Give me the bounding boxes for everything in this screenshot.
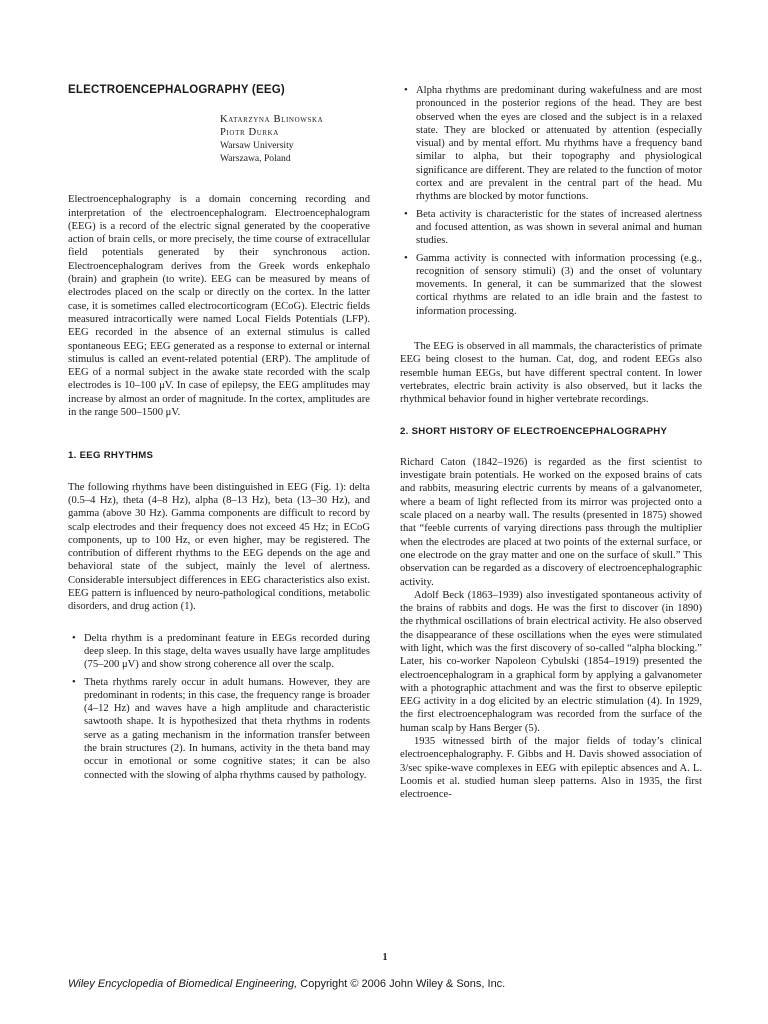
section-heading-eeg-rhythms: 1. EEG RHYTHMS bbox=[68, 450, 154, 462]
rhythm-bullet-list-continued bbox=[400, 84, 702, 318]
page-number: 1 bbox=[382, 952, 388, 963]
rhythm-bullet-list bbox=[68, 632, 370, 782]
list-item-beta: • Beta activity is characteristic for the states of increased alertness and focused attention, as was shown in several animal and human studies. bbox=[400, 208, 702, 248]
history-paragraph-caton: Richard Caton (1842–1926) is regarded as the first scientist to investigate brain potentials. He worked on the exposed brains of cats and rabbits, measuring electric currents by means of a galvanometer, where a beam of light reflected from its mirror was projected onto a scale placed on a nearby wall. The results (presented in 1875) showed that “feeble currents of varying directions pass through the multiplier when the electrodes are placed at two points of the external surface, or one electrode on the gray matter and one on the surface of skull.” This observation can be regarded as a discovery of electroencephalographic activity. bbox=[400, 456, 702, 588]
list-item-delta: • Delta rhythm is a predominant feature in EEGs recorded during deep sleep. In this stage, delta waves usually have large amplitudes (75–200 μV) and show strong coherence all over the scalp. bbox=[68, 632, 370, 672]
right-column bbox=[400, 84, 702, 802]
author-name: Piotr Durka bbox=[220, 127, 279, 139]
author-name: Katarzyna Blinowska bbox=[220, 114, 324, 126]
footer-copyright: Copyright © 2006 John Wiley & Sons, Inc. bbox=[297, 978, 506, 990]
list-item-theta: • Theta rhythms rarely occur in adult humans. However, they are predominant in rodents; in this case, the frequency range is broader (4–12 Hz) and waves have a high amplitude and characteristic sawtooth shape. It is hypothesized that theta rhythms in rodents serve as a gating mechanism in the information transfer between the brain structures (2). In humans, activity in the theta band may occur in emotional or some cognitive states; it can be also connected with the slowing of alpha rhythms caused by pathology. bbox=[68, 676, 370, 782]
article-title: ELECTROENCEPHALOGRAPHY (EEG) bbox=[68, 84, 285, 96]
history-paragraph-beck: Adolf Beck (1863–1939) also investigated spontaneous activity of the brains of rabbits and dogs. He was the first to discover (in 1890) the rhythmical oscillations of brain electrical activity. He also observed the disappearance of these oscillations when the eyes were stimulated with light, which was the first discovery of so-called “alpha blocking.” Later, his co-worker Napoleon Cybulski (1854–1919) presented the electroencephalogram in a graphical form by applying a galvanometer with a photographic attachment and was the first to observe epileptic EEG activity in a dog elicited by an electric stimulation (4). In 1929, the first electroencephalogram was recorded from the surface of the human scalp by Hans Berger (5). bbox=[400, 589, 702, 734]
author-block bbox=[220, 113, 370, 165]
intro-paragraph: Electroencephalography is a domain concerning recording and interpretation of the electroencephalogram. Electroencephalogram (EEG) is a record of the electric signal generated by the cooperative action of brain cells, or more precisely, the time course of extracellular field potentials generated by their synchronous action. Electroencephalogram derives from the Greek words enkephalo (brain) and graphein (to write). EEG can be measured by means of electrodes placed on the scalp or directly on the cortex. In the latter case, it is sometimes called electrocorticogram (ECoG). Electric fields measured intracortically were named Local Fields Potentials (LFP). EEG recorded in the absence of an external stimulus is called spontaneous EEG; EEG generated as a response to external or internal stimulus is called an event-related potential (ERP). The amplitude of EEG of a normal subject in the awake state recorded with the scalp electrodes is 10–100 μV. In case of epilepsy, the EEG amplitudes may increase by almost an order of magnitude. In the cortex, amplitudes are in the range 500–1500 μV. bbox=[68, 194, 370, 419]
mammals-paragraph: The EEG is observed in all mammals, the characteristics of primate EEG being closest to the human. Cat, dog, and rodent EEGs also resemble human EEGs, but have different spectral content. In lower vertebrates, electric brain activity is also observed, but it lacks the rhythmical behavior found in higher vertebrate recordings. bbox=[400, 341, 702, 406]
history-paragraph-1935: 1935 witnessed birth of the major fields of today’s clinical electroencephalography. F. Gibbs and H. Davis showed association of 3/sec spike-wave complexes in EEG with epileptic absences and A. L. Loomis et al. studied human sleep patterns. Also in 1935, the first electroence- bbox=[400, 736, 702, 801]
list-item-gamma: • Gamma activity is connected with information processing (e.g., recognition of sensory stimuli) (3) and the onset of voluntary movements. In general, it can be summarized that the slowest cortical rhythms are related to an idle brain and the fastest to information processing. bbox=[400, 252, 702, 318]
affiliation-institution: Warsaw University bbox=[220, 140, 294, 152]
footer-publication: Wiley Encyclopedia of Biomedical Engineering, bbox=[68, 978, 298, 990]
affiliation-location: Warszawa, Poland bbox=[220, 153, 291, 165]
left-column bbox=[68, 84, 370, 786]
page-footer bbox=[68, 978, 708, 990]
eeg-rhythms-paragraph: The following rhythms have been distinguished in EEG (Fig. 1): delta (0.5–4 Hz), theta (4–8 Hz), alpha (8–13 Hz), beta (13–30 Hz), and gamma (above 30 Hz). Gamma components are difficult to record by scalp electrodes and their frequency does not exceed 45 Hz; in ECoG components, up to 100 Hz, or even higher, may be registered. The contribution of different rhythms to the EEG depends on the age and behavioral state of the subject, mainly the level of alertness. Considerable intersubject differences in EEG characteristics also exist. EEG pattern is influenced by neuro-pathological conditions, metabolic disorders, and drug action (1). bbox=[68, 481, 370, 613]
section-heading-history: 2. SHORT HISTORY OF ELECTROENCEPHALOGRAPHY bbox=[400, 425, 668, 437]
list-item-alpha: • Alpha rhythms are predominant during wakefulness and are most pronounced in the posterior regions of the head. They are best observed when the eyes are closed and the subject is in a relaxed state. They are blocked or attenuated by attention (especially visual) and by mental effort. Mu rhythms have a frequency band similar to alpha, but their topography and physiological significance are different. They are related to the function of motor cortex and are prevalent in the central part of the head. Mu rhythms are blocked by motor functions. bbox=[400, 84, 702, 204]
